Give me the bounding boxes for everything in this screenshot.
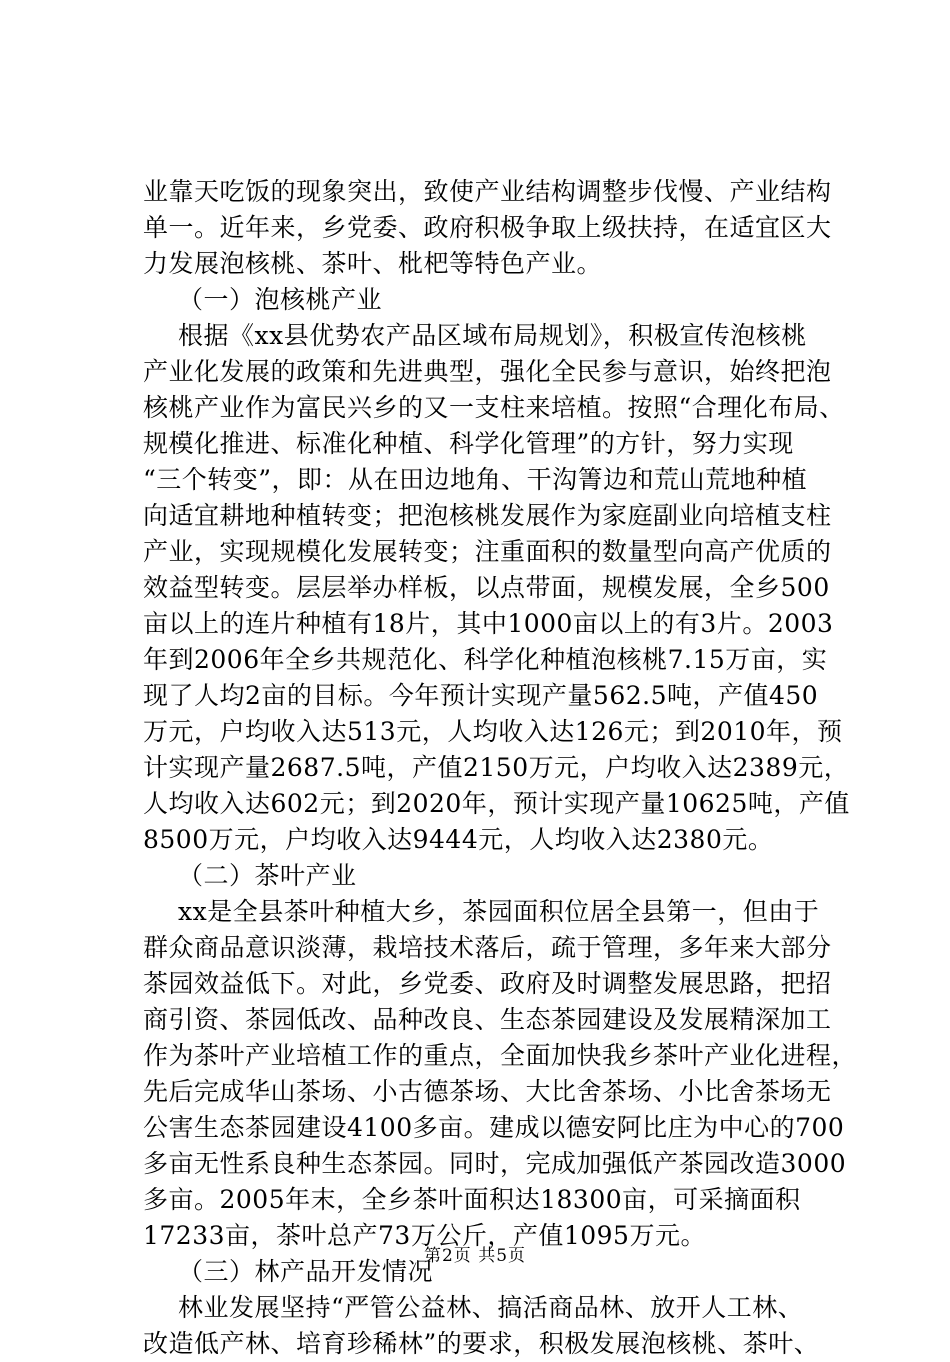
body-text-line: 万元，户均收入达513元，人均收入达126元；到2010年，预 (143, 717, 843, 746)
body-text-line: 公害生态茶园建设4100多亩。建成以德安阿比庄为中心的700 (143, 1113, 845, 1142)
body-text-line: 核桃产业作为富民兴乡的又一支柱来培植。按照“合理化布局、 (143, 393, 845, 422)
body-text-line: 产业，实现规模化发展转变；注重面积的数量型向高产优质的 (143, 537, 832, 566)
body-text-line: 年到2006年全乡共规范化、科学化种植泡核桃7.15万亩，实 (143, 645, 828, 674)
body-text-line: 改造低产林、培育珍稀林”的要求，积极发展泡核桃、茶叶、 (143, 1329, 820, 1358)
paragraph-first-line: 林业发展坚持“严管公益林、搞活商品林、放开人工林、 (178, 1293, 804, 1322)
body-text-line: 8500万元，户均收入达9444元，人均收入达2380元。 (143, 825, 774, 854)
body-text-line: 亩以上的连片种植有18片，其中1000亩以上的有3片。2003 (143, 609, 834, 638)
body-text-line: 作为茶叶产业培植工作的重点，全面加快我乡茶叶产业化进程， (143, 1041, 858, 1070)
body-text-line: 向适宜耕地种植转变；把泡核桃发展作为家庭副业向培植支柱 (143, 501, 832, 530)
section-heading: （一）泡核桃产业 (178, 285, 383, 314)
section-heading: （三）林产品开发情况 (178, 1257, 434, 1286)
body-text-line: 群众商品意识淡薄，栽培技术落后，疏于管理，多年来大部分 (143, 933, 832, 962)
paragraph-first-line: xx是全县茶叶种植大乡，茶园面积位居全县第一，但由于 (178, 897, 820, 926)
body-text-line: 多亩。2005年末，全乡茶叶面积达18300亩，可采摘面积 (143, 1185, 801, 1214)
body-text-line: 先后完成华山茶场、小古德茶场、大比舍茶场、小比舍茶场无 (143, 1077, 832, 1106)
body-text-line: 计实现产量2687.5吨，产值2150万元，户均收入达2389元， (143, 753, 850, 782)
body-text-line: 产业化发展的政策和先进典型，强化全民参与意识，始终把泡 (143, 357, 832, 386)
body-text-line: 效益型转变。层层举办样板，以点带面，规模发展，全乡500 (143, 573, 830, 602)
section-heading: （二）茶叶产业 (178, 861, 357, 890)
body-text-line: 业靠天吃饭的现象突出，致使产业结构调整步伐慢、产业结构 (143, 177, 832, 206)
body-text-line: 单一。近年来，乡党委、政府积极争取上级扶持，在适宜区大 (143, 213, 832, 242)
body-text-line: 商引资、茶园低改、品种改良、生态茶园建设及发展精深加工 (143, 1005, 832, 1034)
body-text-line: 人均收入达602元；到2020年，预计实现产量10625吨，产值 (143, 789, 850, 818)
body-text-line: 茶园效益低下。对此，乡党委、政府及时调整发展思路，把招 (143, 969, 832, 998)
page-number-footer: 第2页 共5页 (423, 1246, 527, 1266)
body-text-line: “三个转变”，即：从在田边地角、干沟箐边和荒山荒地种植 (143, 465, 808, 494)
body-text-line: 多亩无性系良种生态茶园。同时，完成加强低产茶园改造3000 (143, 1149, 847, 1178)
body-text-line: 规模化推进、标准化种植、科学化管理”的方针，努力实现 (143, 429, 794, 458)
body-text-line: 17233亩，茶叶总产73万公斤，产值1095万元。 (143, 1221, 706, 1250)
body-text-line: 现了人均2亩的目标。今年预计实现产量562.5吨，产值450 (143, 681, 819, 710)
body-text-line: 力发展泡核桃、茶叶、枇杷等特色产业。 (143, 249, 603, 278)
paragraph-first-line: 根据《xx县优势农产品区域布局规划》，积极宣传泡核桃 (178, 321, 807, 350)
